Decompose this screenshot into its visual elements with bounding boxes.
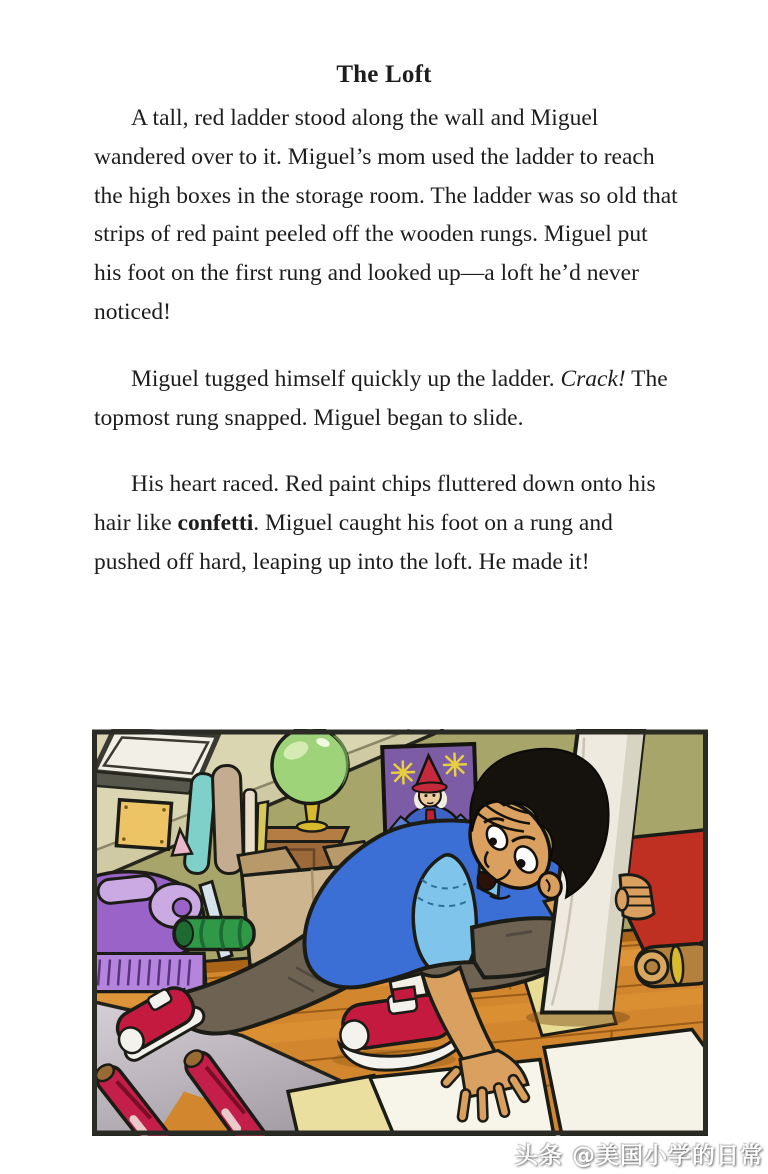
green-bedroll — [174, 918, 254, 950]
text-run: His heart raced. Red paint chips fluttered down onto his hair like — [94, 471, 656, 537]
text-run: Crack! — [560, 365, 626, 392]
watermark: 头条 @美国小学的日常 — [514, 1143, 764, 1169]
page-title: The Loft — [336, 60, 432, 88]
globe-sphere — [272, 729, 348, 804]
text-run: . Miguel caught his foot on a rung and pushed off hard, leaping up into the loft. He made it! — [94, 510, 613, 575]
text-run: confetti — [177, 510, 254, 537]
story-paragraphs — [94, 99, 678, 610]
rolled-rug — [635, 942, 708, 987]
story-paragraph — [94, 465, 678, 581]
story-paragraph — [94, 99, 678, 332]
picture-frame — [116, 800, 171, 850]
grip-hand — [616, 875, 654, 919]
text-run: The topmost rung snapped. Miguel began to slide. — [94, 365, 668, 431]
text-run: Miguel tugged himself quickly up the ladder. — [131, 365, 561, 392]
text-run: A tall, red ladder stood along the wall and Miguel wandered over to it. Miguel’s mom used the ladder to reach the high boxes in the storage room. The ladder was so old that strips of red paint peeled off the wooden rungs. Miguel put his foot on the first rung and looked up—a loft he’d never noticed! — [94, 105, 678, 325]
loft-illustration — [92, 729, 708, 1136]
story-paragraph — [94, 360, 678, 438]
